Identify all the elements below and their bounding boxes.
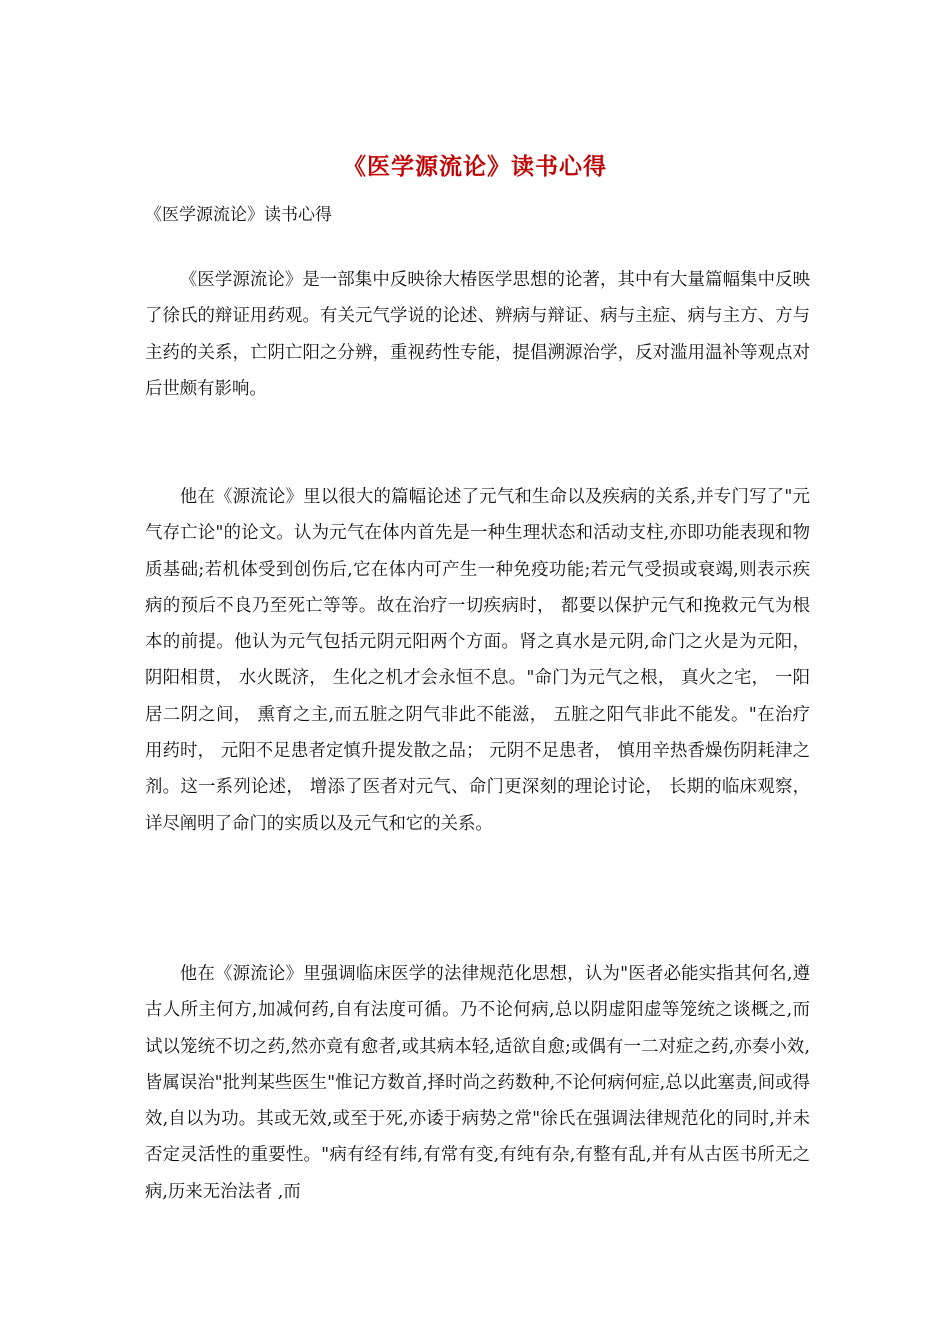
document-title: 《医学源流论》读书心得	[343, 153, 607, 180]
document-subtitle: 《医学源流论》读书心得	[145, 205, 332, 225]
paragraph-standardization: 他在《源流论》里强调临床医学的法律规范化思想，认为"医者必能实指其何名,遵古人所主何方,加减何药,自有法度可循。乃不论何病,总以阴虚阳虚等笼统之谈概之,而试以笼统不切之药,然亦竟有愈者,或其病本轻,适欲自愈;或偶有一二对症之药,亦奏小效,皆属误治"批判某些医生"惟记方数首,择时尚之药数种,不论何病何症,总以此塞责,间或得效,自以为功。其或无效,或至于死,亦诿于病势之常"徐氏在强调法律规范化的同时,并未否定灵活性的重要性。"病有经有纬,有常有变,有纯有杂,有整有乱,并有从古医书所无之病,历来无治法者 ,而	[145, 964, 810, 1202]
paragraph-intro: 《医学源流论》是一部集中反映徐大椿医学思想的论著，其中有大量篇幅集中反映了徐氏的辩证用药观。有关元气学说的论述、辨病与辩证、病与主症、病与主方、方与主药的关系，亡阴亡阳之分辨，重视药性专能，提倡溯源治学，反对滥用温补等观点对后世颇有影响。	[145, 270, 810, 399]
paragraph-yuanqi: 他在《源流论》里以很大的篇幅论述了元气和生命以及疾病的关系,并专门写了"元气存亡论"的论文。认为元气在体内首先是一种生理状态和活动支柱,亦即功能表现和物质基础;若机体受到创伤后,它在体内可产生一种免疫功能;若元气受损或衰竭,则表示疾病的预后不良乃至死亡等等。故在治疗一切疾病时， 都要以保护元气和挽救元气为根本的前提。他认为元气包括元阴元阳两个方面。肾之真水是元阴,命门之火是为元阳， 阴阳相贯， 水火既济， 生化之机才会永恒不息。"命门为元气之根， 真火之宅， 一阳居二阴之间， 熏育之主,而五脏之阴气非此不能滋， 五脏之阳气非此不能发。"在治疗用药时， 元阳不足患者定慎升提发散之品； 元阴不足患者， 慎用辛热香燥伤阴耗津之剂。这一系列论述， 增添了医者对元气、命门更深刻的理论讨论， 长期的临床观察， 详尽阐明了命门的实质以及元气和它的关系。	[145, 487, 810, 834]
